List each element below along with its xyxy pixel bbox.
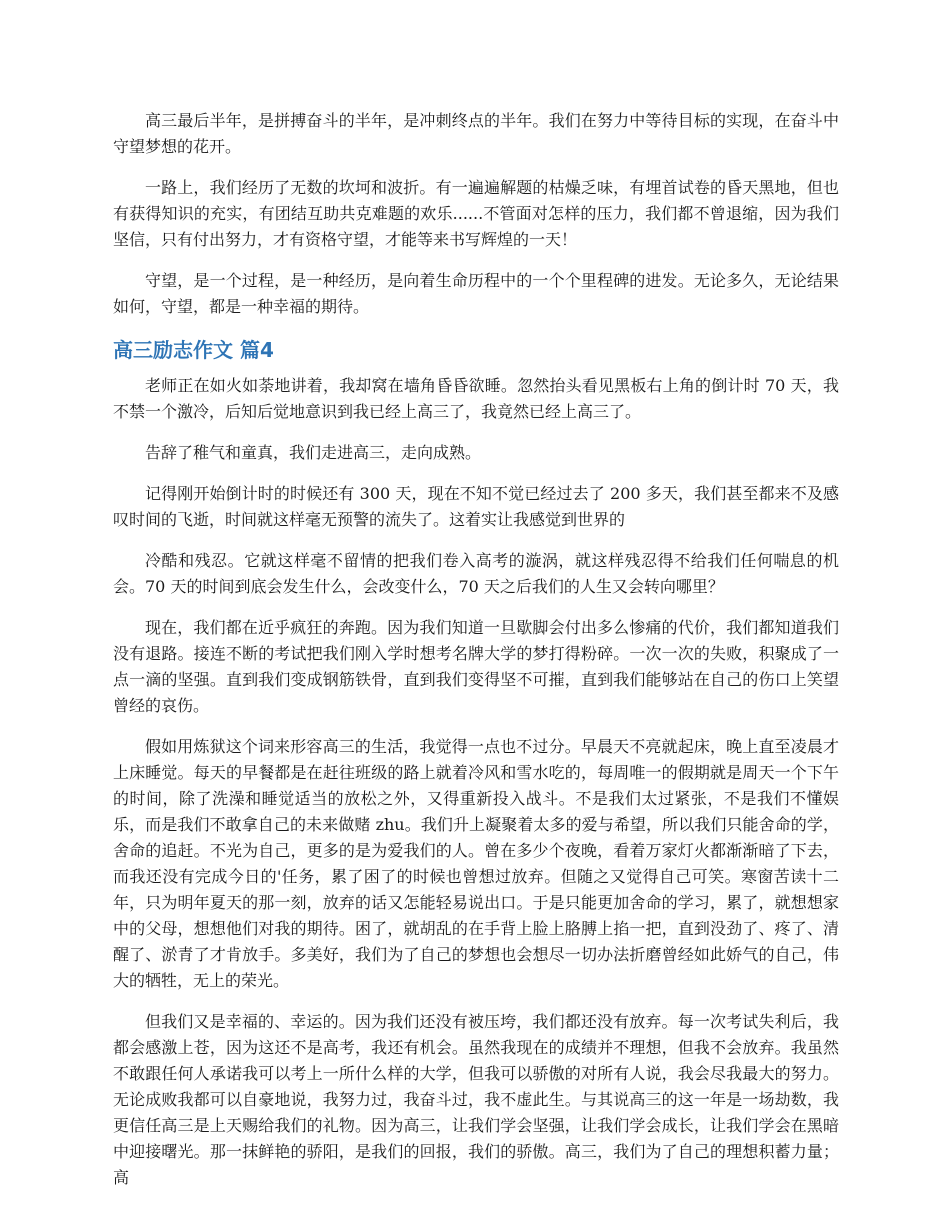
paragraph: 守望，是一个过程，是一种经历，是向着生命历程中的一个个里程碑的进发。无论多久，无论结果如何，守望，都是一种幸福的期待。 [113,271,839,316]
paragraph: 一路上，我们经历了无数的坎坷和波折。有一遍遍解题的枯燥乏味，有埋首试卷的昏天黑地，但也有获得知识的充实，有团结互助共克难题的欢乐......不管面对怎样的压力，我们都不曾退缩，因为我们坚信，只有付出努力，才有资格守望，才能等来书写辉煌的一天！ [113,178,839,249]
paragraph: 假如用炼狱这个词来形容高三的生活，我觉得一点也不过分。早晨天不亮就起床，晚上直至凌晨才上床睡觉。每天的早餐都是在赶往班级的路上就着冷风和雪水吃的，每周唯一的假期就是周天一个下午的时间，除了洗澡和睡觉适当的放松之外，又得重新投入战斗。不是我们太过紧张，不是我们不懂娱乐，而是我们不敢拿自己的未来做赌 zhu。我们升上凝聚着太多的爱与希望，所以我们只能舍命的学，舍命的追赶。不光为自己，更多的是为爱我们的人。曾在多少个夜晚，看着万家灯火都渐渐暗了下去，而我还没有完成今日的'任务，累了困了的时候也曾想过放弃。但随之又觉得自己可笑。寒窗苦读十二年，只为明年夏天的那一刻，放弃的话又怎能轻易说出口。于是只能更加舍命的学习，累了，就想想家中的父母，想想他们对我的期待。困了，就胡乱的在手背上脸上胳膊上掐一把，直到没劲了、疼了、清醒了、淤青了才肯放手。多美好，我们为了自己的梦想也会想尽一切办法折磨曾经如此娇气的自己，伟大的牺牲，无上的荣光。 [113,737,839,990]
paragraph: 老师正在如火如荼地讲着，我却窝在墙角昏昏欲睡。忽然抬头看见黑板右上角的倒计时 70 天，我不禁一个激冷，后知后觉地意识到我已经上高三了，我竟然已经上高三了。 [113,376,839,421]
paragraph: 高三最后半年，是拼搏奋斗的半年，是冲刺终点的半年。我们在努力中等待目标的实现，在奋斗中守望梦想的花开。 [113,111,839,156]
paragraph: 冷酷和残忍。它就这样毫不留情的把我们卷入高考的漩涡，就这样残忍得不给我们任何喘息的机会。70 天的时间到底会发生什么，会改变什么，70 天之后我们的人生又会转向哪里？ [113,551,839,596]
paragraph: 但我们又是幸福的、幸运的。因为我们还没有被压垮，我们都还没有放弃。每一次考试失利后，我都会感激上苍，因为这还不是高考，我还有机会。虽然我现在的成绩并不理想，但我不会放弃。我虽然不敢跟任何人承诺我可以考上一所什么样的大学，但我可以骄傲的对所有人说，我会尽我最大的努力。无论成败我都可以自豪地说，我努力过，我奋斗过，我不虚此生。与其说高三的这一年是一场劫数，我更信任高三是上天赐给我们的礼物。因为高三，让我们学会坚强，让我们学会成长，让我们学会在黑暗中迎接曙光。那一抹鲜艳的骄阳，是我们的回报，我们的骄傲。高三，我们为了自己的理想积蓄力量；高 [113,1012,839,1187]
document-page [113,108,839,1206]
paragraph: 告辞了稚气和童真，我们走进高三，走向成熟。 [145,443,482,462]
paragraph: 记得刚开始倒计时的时候还有 300 天，现在不知不觉已经过去了 200 多天，我们甚至都来不及感叹时间的飞逝，时间就这样毫无预警的流失了。这着实让我感觉到世界的 [113,484,839,529]
paragraph: 现在，我们都在近乎疯狂的奔跑。因为我们知道一旦歇脚会付出多么惨痛的代价，我们都知道我们没有退路。接连不断的考试把我们刚入学时想考名牌大学的梦打得粉碎。一次一次的失败，积聚成了一点一滴的坚强。直到我们变成钢筋铁骨，直到我们变得坚不可摧，直到我们能够站在自己的伤口上笑望曾经的哀伤。 [113,618,839,715]
section-heading: 高三励志作文 篇4 [113,338,274,362]
